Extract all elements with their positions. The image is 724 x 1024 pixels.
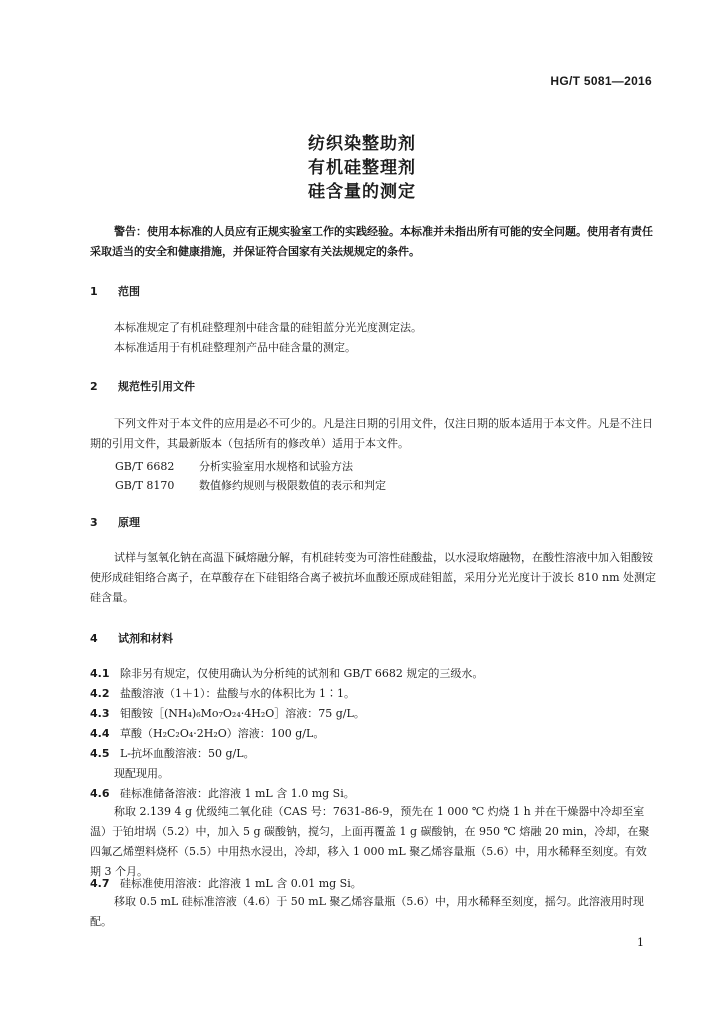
title-line-2: 有机硅整理剂 xyxy=(308,158,416,178)
reagent-item xyxy=(90,664,656,684)
section-number: 1 xyxy=(90,285,98,298)
reference-code: GB/T 6682 xyxy=(115,460,175,473)
reagent-procedure: 称取 2.139 4 g 优级纯二氧化硅（CAS 号：7631-86-9，预先在 1 000 ℃ 灼烧 1 h 并在干燥器中冷却至室温）于铂坩埚（5.2）中，加入 5 g 碳酸钠，搅匀，上面再覆盖 1 g 碳酸钠，在 950 ℃ 熔融 20 min，冷却，在聚四氟乙烯塑料烧杯（5.5）中用热水浸出，冷却，移入 1 000 mL 聚乙烯容量瓶（5.6）中，用水稀释至刻度。有效期 3 个月。 xyxy=(90,805,650,878)
section-title: 原理 xyxy=(118,516,140,529)
reagent-number: 4.3 xyxy=(90,707,110,720)
reagent-item xyxy=(90,684,656,704)
reagent-item xyxy=(90,744,656,764)
normative-intro: 下列文件对于本文件的应用是必不可少的。凡是注日期的引用文件，仅注日期的版本适用于本文件。凡是不注日期的引用文件，其最新版本（包括所有的修改单）适用于本文件。 xyxy=(90,417,653,450)
scope-paragraph-1: 本标准规定了有机硅整理剂中硅含量的硅钼蓝分光光度测定法。 xyxy=(114,321,422,334)
reagent-text: 草酸（H₂C₂O₄·2H₂O）溶液：100 g/L。 xyxy=(120,727,325,740)
scope-paragraph-2: 本标准适用于有机硅整理剂产品中硅含量的测定。 xyxy=(114,341,356,354)
reagent-note: 现配现用。 xyxy=(114,767,169,780)
reagent-number: 4.4 xyxy=(90,727,110,740)
reagent-item xyxy=(90,874,656,894)
reagent-procedure: 移取 0.5 mL 硅标准溶液（4.6）于 50 mL 聚乙烯容量瓶（5.6）中，用水稀释至刻度，摇匀。此溶液用时现配。 xyxy=(90,895,644,928)
reagent-item xyxy=(90,724,656,744)
reference-code: GB/T 8170 xyxy=(115,479,175,492)
section-number: 4 xyxy=(90,632,98,645)
title-line-1: 纺织染整助剂 xyxy=(308,134,416,154)
reagent-item xyxy=(90,704,656,724)
reagent-number: 4.6 xyxy=(90,787,110,800)
page-number: 1 xyxy=(637,936,644,949)
reagent-number: 4.7 xyxy=(90,877,110,890)
section-title: 规范性引用文件 xyxy=(118,380,195,393)
reference-title: 分析实验室用水规格和试验方法 xyxy=(199,460,353,473)
reagent-text: 盐酸溶液（1＋1）：盐酸与水的体积比为 1∶1。 xyxy=(120,687,355,700)
reagent-item xyxy=(90,784,656,804)
section-2-heading xyxy=(90,378,195,394)
section-3-heading xyxy=(90,514,140,530)
principle-paragraph: 试样与氢氧化钠在高温下碱熔融分解，有机硅转变为可溶性硅酸盐，以水浸取熔融物，在酸性溶液中加入钼酸铵使形成硅钼络合离子，在草酸存在下硅钼络合离子被抗坏血酸还原成硅钼蓝，采用分光光度计于波长 810 nm 处测定硅含量。 xyxy=(90,551,656,604)
reagent-text: 硅标准储备溶液：此溶液 1 mL 含 1.0 mg Si。 xyxy=(120,787,355,800)
reagent-text: 硅标准使用溶液：此溶液 1 mL 含 0.01 mg Si。 xyxy=(120,877,362,890)
reagent-number: 4.2 xyxy=(90,687,110,700)
reference-item xyxy=(115,477,386,493)
section-number: 3 xyxy=(90,516,98,529)
reagent-number: 4.1 xyxy=(90,667,110,680)
section-title: 范围 xyxy=(118,285,140,298)
section-title: 试剂和材料 xyxy=(118,632,173,645)
section-1-heading xyxy=(90,283,140,299)
section-number: 2 xyxy=(90,380,98,393)
reagent-number: 4.5 xyxy=(90,747,110,760)
reagent-text: 除非另有规定，仅使用确认为分析纯的试剂和 GB/T 6682 规定的三级水。 xyxy=(120,667,484,680)
reference-item xyxy=(115,458,353,474)
reagent-text: L-抗坏血酸溶液：50 g/L。 xyxy=(120,747,255,760)
reagent-text: 钼酸铵［(NH₄)₆Mo₇O₂₄·4H₂O］溶液：75 g/L。 xyxy=(120,707,365,720)
section-4-heading xyxy=(90,630,173,646)
warning-paragraph: 警告：使用本标准的人员应有正规实验室工作的实践经验。本标准并未指出所有可能的安全问题。使用者有责任采取适当的安全和健康措施，并保证符合国家有关法规规定的条件。 xyxy=(90,225,653,258)
title-line-3: 硅含量的测定 xyxy=(308,182,416,202)
standard-code: HG/T 5081—2016 xyxy=(550,74,652,88)
reference-title: 数值修约规则与极限数值的表示和判定 xyxy=(199,479,386,492)
document-title xyxy=(0,132,724,204)
